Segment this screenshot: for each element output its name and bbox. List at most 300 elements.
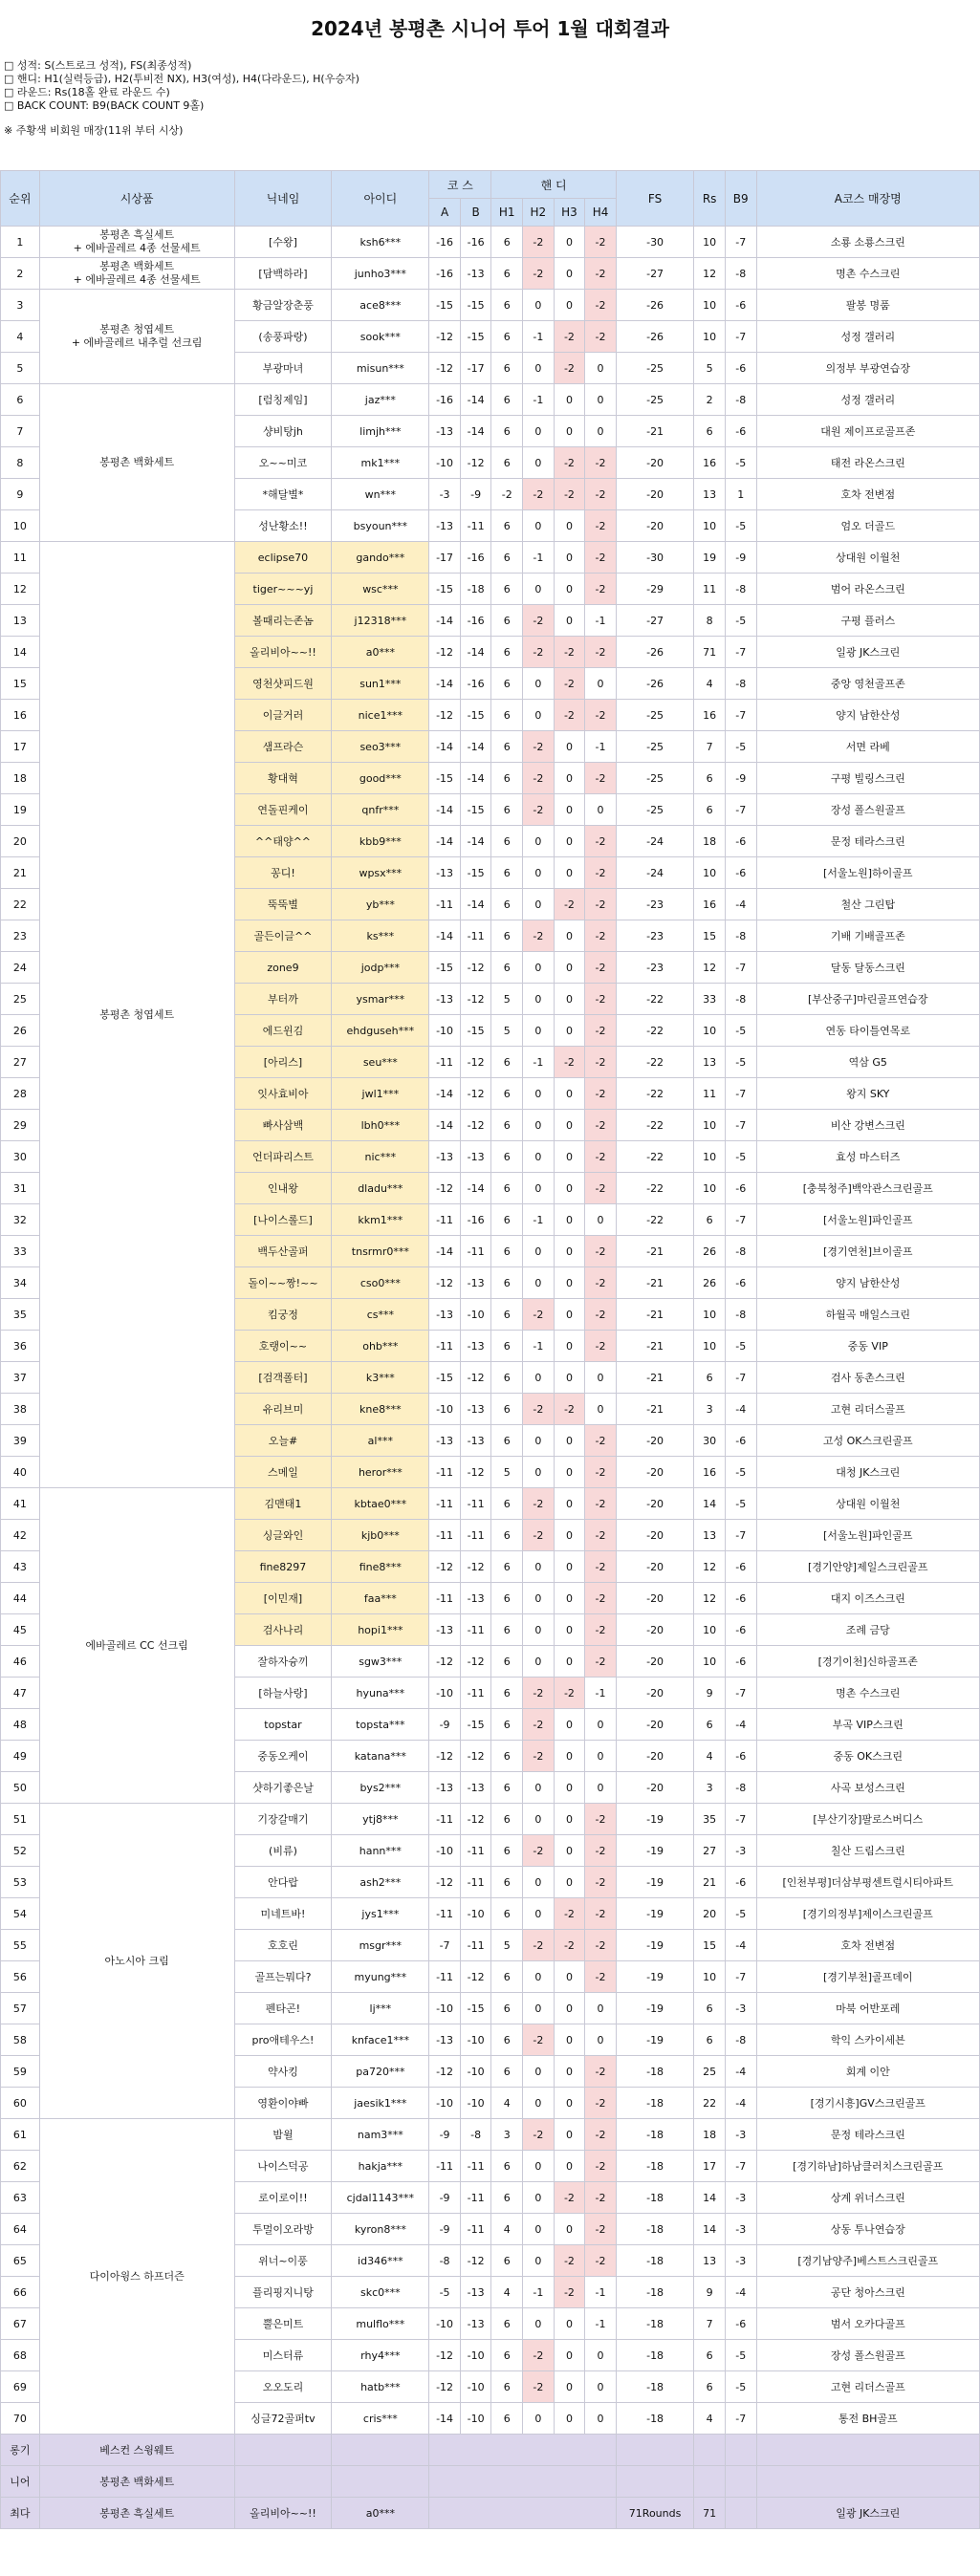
handi-h2-cell: 0 — [523, 2056, 555, 2088]
rank-cell: 7 — [1, 416, 40, 447]
b9-cell: -6 — [725, 353, 756, 384]
course-b-cell: -15 — [460, 321, 491, 353]
rank-cell: 36 — [1, 1331, 40, 1362]
course-b-cell: -12 — [460, 1646, 491, 1678]
rs-cell: 2 — [694, 384, 726, 416]
handi-h1-cell: 6 — [491, 2340, 523, 2371]
handi-h1-cell: 6 — [491, 574, 523, 605]
handi-h4-cell: -2 — [585, 227, 617, 258]
store-cell — [756, 2435, 979, 2466]
handi-h2-cell: 0 — [523, 2182, 555, 2214]
handi-h3-cell: 0 — [554, 290, 585, 321]
b9-cell: -6 — [725, 290, 756, 321]
handi-h3-cell: 0 — [554, 227, 585, 258]
fs-cell: -18 — [616, 2403, 694, 2435]
handi-h1-cell: 6 — [491, 952, 523, 984]
id-cell: hopi1*** — [332, 1614, 429, 1646]
handi-h2-cell: -2 — [523, 1678, 555, 1709]
nickname-cell: 검사나리 — [234, 1614, 332, 1646]
course-a-cell: -9 — [429, 2182, 461, 2214]
handi-h3-cell: 0 — [554, 1299, 585, 1331]
rank-cell: 19 — [1, 794, 40, 826]
handi-h3-cell: 0 — [554, 1993, 585, 2024]
nickname-cell: 샘프라슨 — [234, 731, 332, 763]
store-cell: 문정 테라스크린 — [756, 826, 979, 857]
rs-cell — [694, 2435, 726, 2466]
handi-h3-cell: 0 — [554, 1646, 585, 1678]
store-cell: 상동 투나연습장 — [756, 2214, 979, 2245]
course-b-cell: -13 — [460, 1425, 491, 1457]
handi-h4-cell: -2 — [585, 447, 617, 479]
handi-h4-cell: -1 — [585, 605, 617, 637]
nickname-cell: 황대혁 — [234, 763, 332, 794]
handi-h3-cell: 0 — [554, 984, 585, 1015]
store-cell: 고현 리더스골프 — [756, 1394, 979, 1425]
id-cell: bys2*** — [332, 1772, 429, 1804]
store-cell: [인천부평]더삼부평센트럴시티아파트 — [756, 1867, 979, 1898]
rs-cell: 14 — [694, 2182, 726, 2214]
prize-line: 봉평촌 청엽세트 — [99, 323, 175, 336]
rank-cell: 25 — [1, 984, 40, 1015]
course-a-cell: -15 — [429, 1362, 461, 1394]
fs-cell: -19 — [616, 1867, 694, 1898]
handi-h2-cell: 0 — [523, 1551, 555, 1583]
rank-cell: 67 — [1, 2308, 40, 2340]
id-cell: sook*** — [332, 321, 429, 353]
rank-cell: 65 — [1, 2245, 40, 2277]
b9-cell: -7 — [725, 1961, 756, 1993]
rank-cell: 61 — [1, 2119, 40, 2151]
handi-h3-cell: 0 — [554, 1110, 585, 1141]
nickname-cell: 스메일 — [234, 1457, 332, 1488]
handi-h1-cell: 6 — [491, 258, 523, 290]
nickname-cell: 투멀이오라방 — [234, 2214, 332, 2245]
id-cell: tnsrmr0*** — [332, 1236, 429, 1267]
fs-cell: -21 — [616, 1236, 694, 1267]
rank-cell: 24 — [1, 952, 40, 984]
fs-cell: -18 — [616, 2214, 694, 2245]
store-cell: [서울노원]파인골프 — [756, 1520, 979, 1551]
handi-h3-cell: -2 — [554, 889, 585, 920]
course-a-cell: -9 — [429, 2119, 461, 2151]
id-cell: gando*** — [332, 542, 429, 574]
id-cell: lj*** — [332, 1993, 429, 2024]
b9-cell: -5 — [725, 1047, 756, 1078]
store-cell: 하월곡 매일스크린 — [756, 1299, 979, 1331]
handi-h2-cell: -1 — [523, 1331, 555, 1362]
rs-cell: 27 — [694, 1835, 726, 1867]
handi-h1-cell: 6 — [491, 1993, 523, 2024]
rank-cell: 60 — [1, 2088, 40, 2119]
rs-cell: 6 — [694, 1204, 726, 1236]
handi-h1-cell: 6 — [491, 1425, 523, 1457]
handi-h3-cell: 0 — [554, 1583, 585, 1614]
handi-h4-cell: -2 — [585, 290, 617, 321]
store-cell: 장성 폴스원골프 — [756, 2340, 979, 2371]
handi-h1-cell: 6 — [491, 889, 523, 920]
handi-h2-cell: 0 — [523, 290, 555, 321]
rs-cell: 13 — [694, 1520, 726, 1551]
rank-cell: 15 — [1, 668, 40, 700]
rank-cell: 42 — [1, 1520, 40, 1551]
handi-h2-cell: 0 — [523, 353, 555, 384]
rs-cell: 15 — [694, 920, 726, 952]
course-a-cell: -11 — [429, 1583, 461, 1614]
rank-cell: 45 — [1, 1614, 40, 1646]
handi-h1-cell: 6 — [491, 2371, 523, 2403]
handi-h4-cell: -2 — [585, 2056, 617, 2088]
prize-line: 다이아윙스 하프더즌 — [89, 2269, 185, 2283]
course-b-cell: -12 — [460, 1110, 491, 1141]
handi-h3-cell: 0 — [554, 2308, 585, 2340]
course-a-cell: -11 — [429, 889, 461, 920]
fs-cell: -19 — [616, 1930, 694, 1961]
course-a-cell: -13 — [429, 416, 461, 447]
nickname-cell: 돌이~~짱!~~ — [234, 1267, 332, 1299]
b9-cell: -6 — [725, 1425, 756, 1457]
course-a-cell: -16 — [429, 227, 461, 258]
rank-cell: 9 — [1, 479, 40, 510]
course-b-cell: -12 — [460, 1551, 491, 1583]
rank-cell: 57 — [1, 1993, 40, 2024]
handi-h4-cell: -2 — [585, 637, 617, 668]
fs-cell: -20 — [616, 1741, 694, 1772]
award-type-cell: 니어 — [1, 2466, 40, 2498]
handi-h3-cell: 0 — [554, 857, 585, 889]
store-cell: 조례 금당 — [756, 1614, 979, 1646]
fs-cell: -21 — [616, 1331, 694, 1362]
handi-h4-cell: -2 — [585, 2182, 617, 2214]
course-b-cell: -14 — [460, 826, 491, 857]
nickname-cell: pro애테우스! — [234, 2024, 332, 2056]
table-row — [1, 227, 980, 258]
course-b-cell: -14 — [460, 1173, 491, 1204]
handi-h2-cell: -2 — [523, 731, 555, 763]
nickname-cell: eclipse70 — [234, 542, 332, 574]
rank-cell: 64 — [1, 2214, 40, 2245]
course-a-cell: -12 — [429, 1867, 461, 1898]
store-cell: [경기남양주]베스트스크린골프 — [756, 2245, 979, 2277]
fs-cell: -20 — [616, 1425, 694, 1457]
handi-h2-cell: -2 — [523, 1835, 555, 1867]
rs-cell: 33 — [694, 984, 726, 1015]
store-cell: 고성 OK스크린골프 — [756, 1425, 979, 1457]
course-a-cell: -14 — [429, 731, 461, 763]
course-b-cell: -16 — [460, 668, 491, 700]
handi-h3-cell: 0 — [554, 2151, 585, 2182]
store-cell: [경기이천]신하골프존 — [756, 1646, 979, 1678]
fs-cell: -26 — [616, 321, 694, 353]
rs-cell: 18 — [694, 826, 726, 857]
handi-h1-cell: 6 — [491, 1173, 523, 1204]
handi-h1-cell: 6 — [491, 1362, 523, 1394]
handi-h3-cell: -2 — [554, 321, 585, 353]
course-b-cell: -11 — [460, 1867, 491, 1898]
rank-cell: 29 — [1, 1110, 40, 1141]
handi-h2-cell: -1 — [523, 542, 555, 574]
course-b-cell: -12 — [460, 1804, 491, 1835]
nickname-cell: tiger~~~yj — [234, 574, 332, 605]
course-a-cell: -12 — [429, 321, 461, 353]
id-cell: fine8*** — [332, 1551, 429, 1583]
rs-cell: 13 — [694, 479, 726, 510]
rank-cell: 43 — [1, 1551, 40, 1583]
handi-h4-cell: -2 — [585, 920, 617, 952]
nickname-cell: 언더파리스트 — [234, 1141, 332, 1173]
store-cell: [경기연천]브이골프 — [756, 1236, 979, 1267]
results-body — [1, 227, 980, 2529]
course-a-cell: -13 — [429, 1141, 461, 1173]
store-cell: [경기시흥]GV스크린골프 — [756, 2088, 979, 2119]
b9-cell: -5 — [725, 510, 756, 542]
nickname-cell: 올리비아~~!! — [234, 637, 332, 668]
fs-cell: -20 — [616, 510, 694, 542]
handi-h4-cell: -2 — [585, 1551, 617, 1583]
handi-h1-cell: 6 — [491, 2182, 523, 2214]
fs-cell: -30 — [616, 542, 694, 574]
rank-cell: 37 — [1, 1362, 40, 1394]
rank-cell: 70 — [1, 2403, 40, 2435]
results-table — [0, 170, 980, 2529]
handi-h1-cell: 5 — [491, 1015, 523, 1047]
handi-h2-cell: 0 — [523, 1646, 555, 1678]
b9-cell: -7 — [725, 321, 756, 353]
b9-cell: -7 — [725, 700, 756, 731]
course-b-cell: -15 — [460, 1709, 491, 1741]
course-a-cell: -10 — [429, 2308, 461, 2340]
handi-h2-cell: -2 — [523, 2024, 555, 2056]
course-b-cell: -18 — [460, 574, 491, 605]
handi-h1-cell: 6 — [491, 1961, 523, 1993]
course-a-cell: -13 — [429, 510, 461, 542]
rs-cell: 16 — [694, 889, 726, 920]
rs-cell: 12 — [694, 1551, 726, 1583]
rank-cell: 58 — [1, 2024, 40, 2056]
rank-cell: 38 — [1, 1394, 40, 1425]
fs-cell: -20 — [616, 1583, 694, 1614]
course-a-cell: -14 — [429, 2403, 461, 2435]
handi-h1-cell: 6 — [491, 1804, 523, 1835]
course-b-cell: -10 — [460, 2088, 491, 2119]
handi-h1-cell: 6 — [491, 1047, 523, 1078]
course-b-cell: -12 — [460, 1457, 491, 1488]
store-cell: 대청 JK스크린 — [756, 1457, 979, 1488]
course-b-cell: -11 — [460, 1520, 491, 1551]
course-a-cell: -13 — [429, 1425, 461, 1457]
course-a-cell: -11 — [429, 2151, 461, 2182]
course-a-cell: -11 — [429, 1204, 461, 1236]
rs-cell: 6 — [694, 1709, 726, 1741]
course-b-cell: -13 — [460, 2277, 491, 2308]
handi-h2-cell: -2 — [523, 2119, 555, 2151]
fs-cell: -18 — [616, 2151, 694, 2182]
handi-h3-cell: 0 — [554, 1173, 585, 1204]
rs-cell: 14 — [694, 2214, 726, 2245]
handi-h3-cell: 0 — [554, 1741, 585, 1772]
nickname-cell: 샹비탕jh — [234, 416, 332, 447]
b9-cell: -8 — [725, 668, 756, 700]
special-award-row — [1, 2498, 980, 2529]
handi-h2-cell: 0 — [523, 1993, 555, 2024]
b9-cell: -5 — [725, 2340, 756, 2371]
handi-h4-cell: -2 — [585, 1299, 617, 1331]
fs-cell: -23 — [616, 952, 694, 984]
rank-cell: 3 — [1, 290, 40, 321]
fs-cell: -20 — [616, 479, 694, 510]
b9-cell: -8 — [725, 1299, 756, 1331]
handi-h2-cell: 0 — [523, 2088, 555, 2119]
fs-cell: 71Rounds — [616, 2498, 694, 2529]
id-cell: jaesik1*** — [332, 2088, 429, 2119]
fs-cell: -18 — [616, 2245, 694, 2277]
table-row — [1, 290, 980, 321]
handi-h3-cell: 0 — [554, 1835, 585, 1867]
handi-h2-cell: -2 — [523, 2340, 555, 2371]
nickname-cell: 꽁디! — [234, 857, 332, 889]
b9-cell: -9 — [725, 763, 756, 794]
header-store: A코스 매장명 — [756, 171, 979, 227]
handi-h3-cell: 0 — [554, 574, 585, 605]
handi-h1-cell: 6 — [491, 2024, 523, 2056]
handi-h1-cell: 6 — [491, 637, 523, 668]
course-a-cell: -11 — [429, 1047, 461, 1078]
b9-cell: -6 — [725, 1741, 756, 1772]
store-cell: 양지 남한산성 — [756, 700, 979, 731]
prize-line: + 에바골레르 4종 선물세트 — [73, 242, 201, 254]
handi-h3-cell: -2 — [554, 637, 585, 668]
handi-h2-cell: 0 — [523, 2245, 555, 2277]
legend-notes — [4, 59, 980, 138]
course-a-cell: -15 — [429, 290, 461, 321]
course-a-cell: -3 — [429, 479, 461, 510]
course-b-cell: -13 — [460, 258, 491, 290]
handi-h1-cell: 6 — [491, 384, 523, 416]
nickname-cell: *해달별* — [234, 479, 332, 510]
handi-h4-cell: 0 — [585, 2403, 617, 2435]
handi-h2-cell: -2 — [523, 258, 555, 290]
handi-h2-cell: 0 — [523, 952, 555, 984]
course-a-cell: -10 — [429, 1394, 461, 1425]
course-b-cell: -13 — [460, 1267, 491, 1299]
fs-cell: -30 — [616, 227, 694, 258]
nickname-cell: fine8297 — [234, 1551, 332, 1583]
fs-cell: -18 — [616, 2277, 694, 2308]
rank-cell: 55 — [1, 1930, 40, 1961]
course-b-cell: -11 — [460, 510, 491, 542]
nickname-cell: 뿔은미트 — [234, 2308, 332, 2340]
course-b-cell: -12 — [460, 2245, 491, 2277]
rs-cell: 14 — [694, 1488, 726, 1520]
rs-cell: 10 — [694, 1173, 726, 1204]
id-cell: nice1*** — [332, 700, 429, 731]
b9-cell: -3 — [725, 2245, 756, 2277]
store-cell: 소룡 소룡스크린 — [756, 227, 979, 258]
prize-line: 에바골레르 CC 선크림 — [85, 1638, 188, 1652]
nickname-cell: 오늘# — [234, 1425, 332, 1457]
rs-cell: 9 — [694, 2277, 726, 2308]
rank-cell: 47 — [1, 1678, 40, 1709]
nickname-cell: 백두산골퍼 — [234, 1236, 332, 1267]
rank-cell: 51 — [1, 1804, 40, 1835]
nickname-cell: 올리비아~~!! — [234, 2498, 332, 2529]
nickname-cell: 샷하기좋은날 — [234, 1772, 332, 1804]
b9-cell — [725, 2466, 756, 2498]
nickname-cell: 잘하자슝끼 — [234, 1646, 332, 1678]
b9-cell: -7 — [725, 1804, 756, 1835]
handi-h1-cell: 6 — [491, 1110, 523, 1141]
id-cell: topsta*** — [332, 1709, 429, 1741]
course-a-cell: -11 — [429, 1457, 461, 1488]
handi-h3-cell: -2 — [554, 447, 585, 479]
handi-h4-cell: -2 — [585, 1804, 617, 1835]
rs-cell: 4 — [694, 1741, 726, 1772]
handi-h2-cell: 0 — [523, 510, 555, 542]
handi-h1-cell: 6 — [491, 605, 523, 637]
handi-h3-cell: 0 — [554, 2371, 585, 2403]
rs-cell: 16 — [694, 1457, 726, 1488]
handi-h4-cell: -2 — [585, 574, 617, 605]
handi-h4-cell: 0 — [585, 1204, 617, 1236]
handi-h4-cell: -2 — [585, 2088, 617, 2119]
handi-h2-cell: -1 — [523, 1047, 555, 1078]
handi-h3-cell: 0 — [554, 2088, 585, 2119]
handi-h2-cell: 0 — [523, 1614, 555, 1646]
rs-cell: 6 — [694, 416, 726, 447]
rank-cell: 1 — [1, 227, 40, 258]
prize-line: 봉평촌 백화세트 — [99, 260, 175, 272]
handi-h4-cell: -2 — [585, 984, 617, 1015]
b9-cell: -8 — [725, 2024, 756, 2056]
course-b-cell: -15 — [460, 700, 491, 731]
nickname-cell: 플리핑지니탕 — [234, 2277, 332, 2308]
store-cell: 고현 리더스골프 — [756, 2371, 979, 2403]
nickname-cell: 에드윈김 — [234, 1015, 332, 1047]
b9-cell: -5 — [725, 1015, 756, 1047]
fs-cell: -25 — [616, 353, 694, 384]
course-b-cell: -11 — [460, 920, 491, 952]
rs-cell — [694, 2466, 726, 2498]
fs-cell: -27 — [616, 258, 694, 290]
rs-cell: 26 — [694, 1267, 726, 1299]
rank-cell: 26 — [1, 1015, 40, 1047]
handi-h4-cell: -2 — [585, 1078, 617, 1110]
nickname-cell: 골프는뭐다? — [234, 1961, 332, 1993]
handi-h1-cell: 6 — [491, 1867, 523, 1898]
handi-h4-cell: -1 — [585, 1678, 617, 1709]
course-b-cell: -16 — [460, 605, 491, 637]
id-cell: wn*** — [332, 479, 429, 510]
nickname-cell: 영환이야빠 — [234, 2088, 332, 2119]
table-row — [1, 384, 980, 416]
store-cell: 범어 라온스크린 — [756, 574, 979, 605]
handi-h2-cell: -2 — [523, 763, 555, 794]
handi-h4-cell: -2 — [585, 321, 617, 353]
fs-cell: -20 — [616, 1646, 694, 1678]
rank-cell: 18 — [1, 763, 40, 794]
fs-cell: -21 — [616, 1267, 694, 1299]
rs-cell: 13 — [694, 2245, 726, 2277]
handi-h2-cell: -2 — [523, 479, 555, 510]
nickname-cell: 싱글와인 — [234, 1520, 332, 1551]
rank-cell: 22 — [1, 889, 40, 920]
handi-h1-cell: 6 — [491, 731, 523, 763]
handi-h3-cell: 0 — [554, 1772, 585, 1804]
rs-cell: 11 — [694, 574, 726, 605]
store-cell: 중동 OK스크린 — [756, 1741, 979, 1772]
store-cell: 장성 폴스원골프 — [756, 794, 979, 826]
id-cell: katana*** — [332, 1741, 429, 1772]
b9-cell: -9 — [725, 542, 756, 574]
